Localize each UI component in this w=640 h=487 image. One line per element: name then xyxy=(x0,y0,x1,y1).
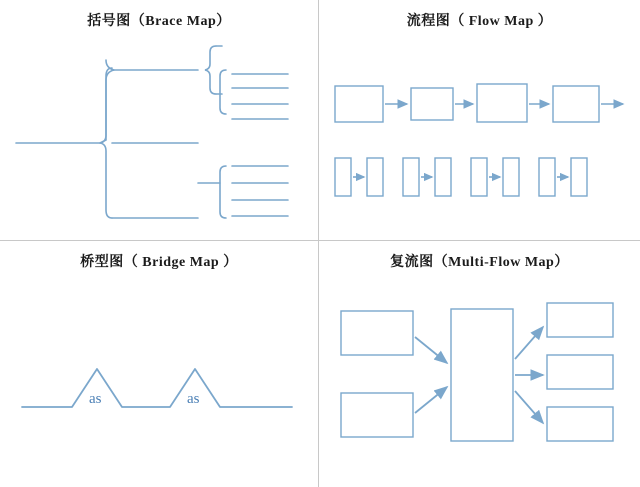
multiflow-effect-box-3 xyxy=(547,407,613,441)
flow-box-2 xyxy=(411,88,453,120)
flow-box-1 xyxy=(335,86,383,122)
flow-sub-box-2a xyxy=(403,158,419,196)
multiflow-out-arrow-3 xyxy=(515,391,543,423)
multiflow-in-arrow-2 xyxy=(415,387,447,413)
brace-main xyxy=(100,68,112,218)
flow-sub-box-4a xyxy=(539,158,555,196)
flow-sub-box-2b xyxy=(435,158,451,196)
multi-flow-map-title: 复流图（Multi-Flow Map） xyxy=(390,255,569,270)
brace-map-title: 括号图（Brace Map） xyxy=(87,14,231,29)
brace-sub-1-inner xyxy=(220,70,226,114)
brace-map-figure xyxy=(0,0,318,240)
bridge-relating-factor-1: as xyxy=(89,391,102,407)
flow-sub-box-3b xyxy=(503,158,519,196)
brace-sub-3 xyxy=(220,166,226,218)
flow-sub-box-3a xyxy=(471,158,487,196)
flow-box-4 xyxy=(553,86,599,122)
multi-flow-map-figure xyxy=(319,241,640,487)
quadrant-brace-map xyxy=(0,0,318,240)
multiflow-center-box xyxy=(451,309,513,441)
bridge-map-title: 桥型图（ Bridge Map ） xyxy=(80,255,238,270)
quadrant-multi-flow-map xyxy=(319,241,640,487)
brace-sub-1 xyxy=(205,46,216,94)
quadrant-flow-map xyxy=(319,0,640,240)
brace-main-upper xyxy=(100,60,114,143)
flow-sub-box-1a xyxy=(335,158,351,196)
multiflow-in-arrow-1 xyxy=(415,337,447,363)
flow-sub-box-1b xyxy=(367,158,383,196)
bridge-baseline-with-peaks xyxy=(22,369,292,407)
bridge-map-figure xyxy=(0,241,318,487)
flow-map-figure xyxy=(319,0,640,240)
multiflow-effect-box-2 xyxy=(547,355,613,389)
flow-box-3 xyxy=(477,84,527,122)
flow-sub-box-4b xyxy=(571,158,587,196)
multiflow-cause-box-2 xyxy=(341,393,413,437)
quadrant-bridge-map xyxy=(0,241,318,487)
bridge-relating-factor-2: as xyxy=(187,391,200,407)
multiflow-cause-box-1 xyxy=(341,311,413,355)
multiflow-out-arrow-1 xyxy=(515,327,543,359)
multiflow-effect-box-1 xyxy=(547,303,613,337)
flow-map-title: 流程图（ Flow Map ） xyxy=(406,14,553,29)
